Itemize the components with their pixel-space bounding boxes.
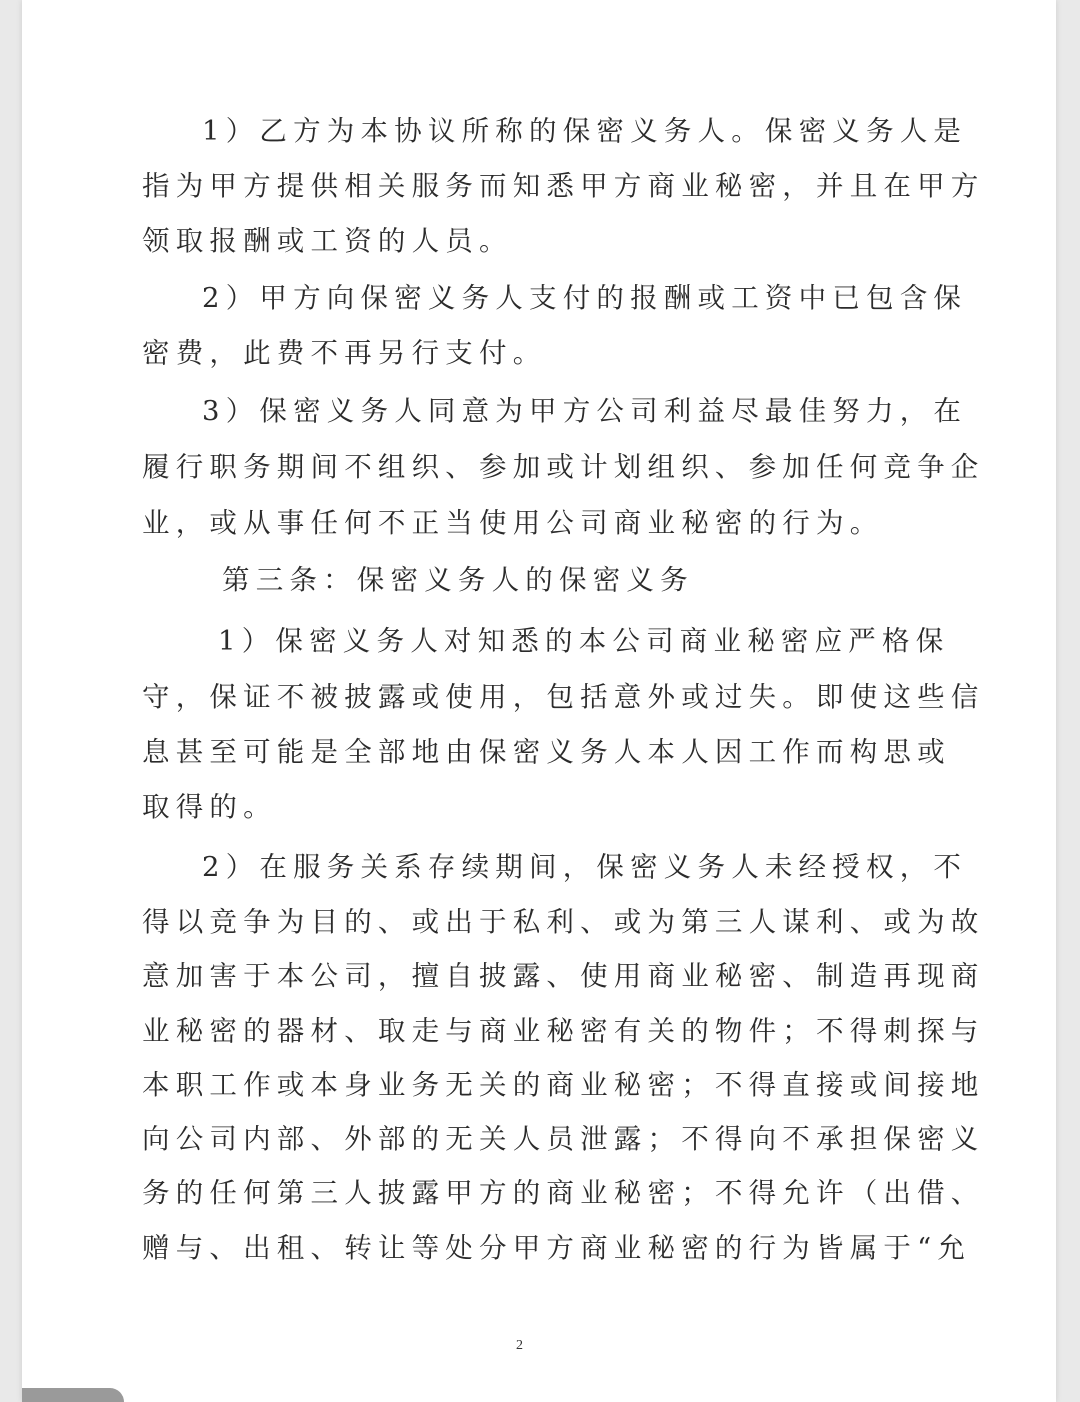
page-number: 2 [516, 1338, 523, 1353]
paragraph-4-line-1: 1）保密义务人对知悉的本公司商业秘密应严格保 [218, 625, 950, 657]
paragraph-2-line-1: 2）甲方向保密义务人支付的报酬或工资中已包含保 [202, 282, 968, 314]
paragraph-1-line-3: 领取报酬或工资的人员。 [142, 225, 513, 257]
paragraph-4-line-3: 息甚至可能是全部地由保密义务人本人因工作而构思或 [142, 736, 951, 768]
paragraph-1-line-1: 1）乙方为本协议所称的保密义务人。保密义务人是 [202, 115, 968, 147]
paragraph-2-line-2: 密费，此费不再另行支付。 [142, 337, 547, 369]
section-heading: 第三条：保密义务人的保密义务 [222, 564, 694, 596]
paragraph-3-line-1: 3）保密义务人同意为甲方公司利益尽最佳努力，在 [202, 395, 968, 427]
paragraph-5-line-7: 务的任何第三人披露甲方的商业秘密；不得允许（出借、 [142, 1177, 985, 1209]
paragraph-5-line-3: 意加害于本公司，擅自披露、使用商业秘密、制造再现商 [142, 960, 985, 992]
paragraph-1-line-2: 指为甲方提供相关服务而知悉甲方商业秘密，并且在甲方 [142, 170, 985, 202]
paragraph-4-line-2: 守，保证不被披露或使用，包括意外或过失。即使这些信 [142, 681, 985, 713]
paragraph-4-line-4: 取得的。 [142, 791, 277, 823]
paragraph-5-line-6: 向公司内部、外部的无关人员泄露；不得向不承担保密义 [142, 1123, 985, 1155]
paragraph-5-line-1: 2）在服务关系存续期间，保密义务人未经授权，不 [202, 851, 968, 883]
paragraph-5-line-8: 赠与、出租、转让等处分甲方商业秘密的行为皆属于“允 [142, 1232, 972, 1264]
scroll-handle[interactable] [22, 1388, 124, 1402]
paragraph-5-line-2: 得以竞争为目的、或出于私利、或为第三人谋利、或为故 [142, 906, 985, 938]
paragraph-5-line-5: 本职工作或本身业务无关的商业秘密；不得直接或间接地 [142, 1069, 985, 1101]
paragraph-3-line-2: 履行职务期间不组织、参加或计划组织、参加任何竞争企 [142, 451, 985, 483]
paragraph-3-line-3: 业，或从事任何不正当使用公司商业秘密的行为。 [142, 507, 884, 539]
paragraph-5-line-4: 业秘密的器材、取走与商业秘密有关的物件；不得刺探与 [142, 1015, 985, 1047]
